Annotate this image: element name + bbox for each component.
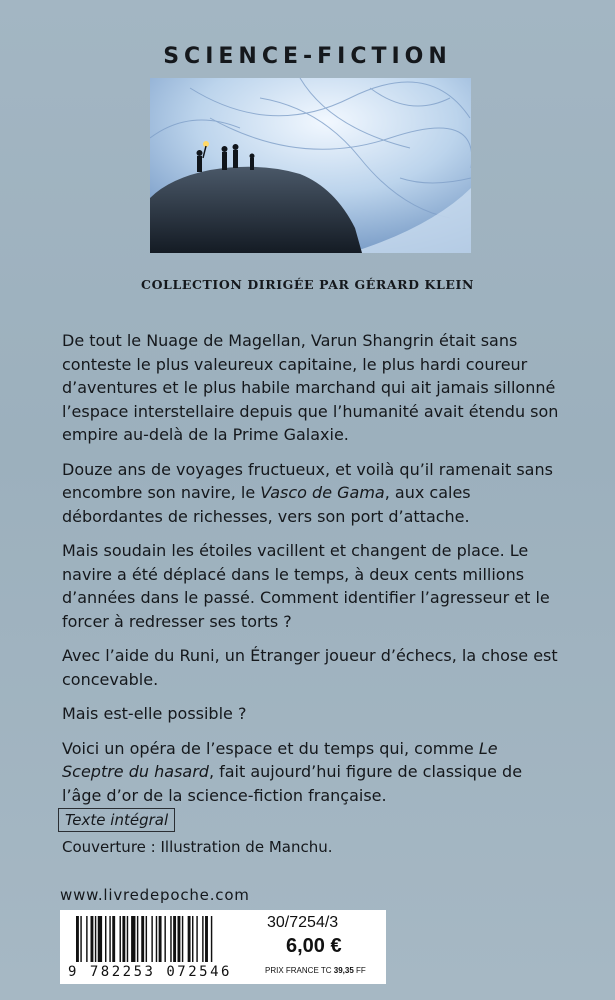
barcode-bar xyxy=(141,916,144,962)
blurb-paragraph xyxy=(62,458,562,529)
barcode-icon xyxy=(76,916,252,962)
price: 6,00 € xyxy=(286,935,342,957)
blurb-paragraph xyxy=(62,737,562,808)
barcode-block xyxy=(60,910,386,984)
series-title: SCIENCE-FICTION xyxy=(163,44,452,69)
blurb-text-segment: Voici un opéra de l’espace et du temps qui, comme xyxy=(62,738,479,758)
barcode-bar xyxy=(120,916,121,962)
isbn-digits: 9 782253 072546 xyxy=(68,964,232,980)
blurb-text-segment: , fait aujourd’hui figure de classique de l’âge d’or de la science-fiction française. xyxy=(62,762,523,805)
collection-editor-line: COLLECTION DIRIGÉE PAR GÉRARD KLEIN xyxy=(141,277,474,292)
barcode-bar xyxy=(122,916,125,962)
edition-label: Texte intégral xyxy=(58,808,175,832)
barcode-bar xyxy=(159,916,162,962)
barcode-bar xyxy=(80,916,81,962)
blurb-paragraph: Mais soudain les étoiles vacillent et changent de place. Le navire a été déplacé dans le temps, à deux cents millions d’années dans le passé. Comment identifier l’agresseur et le forcer à redresser ses torts ? xyxy=(62,541,550,631)
blurb-paragraph: Avec l’aide du Runi, un Étranger joueur d’échecs, la chose est concevable. xyxy=(62,646,558,689)
barcode-bar xyxy=(156,916,157,962)
price-franc-unit: FF xyxy=(356,966,366,975)
blurb-paragraph: De tout le Nuage de Magellan, Varun Shangrin était sans conteste le plus valeureux capitaine, le plus hardi coureur d’aventures et le plus habile marchand qui ait jamais sillonné l’espace interstellaire depuis que l’humanité avait étendu son empire au-delà de la Prime Galaxie. xyxy=(62,331,559,444)
barcode-bar xyxy=(188,916,191,962)
barcode-bar xyxy=(182,916,183,962)
barcode-bar xyxy=(151,916,152,962)
barcode-bar xyxy=(178,916,181,962)
barcode-bar xyxy=(170,916,171,962)
barcode-bar xyxy=(196,916,197,962)
website-url: www.livredepoche.com xyxy=(60,886,250,904)
barcode-bar xyxy=(164,916,165,962)
barcode-bar xyxy=(91,916,94,962)
blurb-text-segment: Douze ans de voyages fructueux, et voilà qu’il ramenait sans encombre son navire, le xyxy=(62,459,553,502)
barcode-bar xyxy=(86,916,87,962)
price-franc-value: 39,35 xyxy=(333,966,354,975)
barcode-bar xyxy=(202,916,203,962)
barcode-bar xyxy=(192,916,193,962)
barcode-bar xyxy=(109,916,110,962)
book-title-reference: Le Sceptre du hasard xyxy=(62,738,498,781)
barcode-bar xyxy=(146,916,147,962)
barcode-bar xyxy=(127,916,128,962)
barcode-bar xyxy=(173,916,176,962)
barcode-bar xyxy=(205,916,208,962)
blurb-paragraph: Mais est-elle possible ? xyxy=(62,704,247,723)
barcode-bar xyxy=(211,916,212,962)
barcode-bar xyxy=(105,916,106,962)
space-explorers-on-rock-illustration xyxy=(150,78,471,253)
blurb-text-segment: , aux cales débordantes de richesses, vers son port d’attache. xyxy=(62,483,471,526)
barcode-bar xyxy=(137,916,138,962)
price-franc-line xyxy=(265,966,366,975)
ship-name: Vasco de Gama xyxy=(260,483,385,502)
barcode-bar xyxy=(76,916,79,962)
barcode-bar xyxy=(98,916,102,962)
blurb-text xyxy=(62,329,562,818)
illustration-svg xyxy=(150,78,471,253)
cover-credit: Couverture : Illustration de Manchu. xyxy=(62,838,333,856)
barcode-bar xyxy=(131,916,135,962)
barcode-bar xyxy=(112,916,115,962)
price-franc-label: PRIX FRANCE TC xyxy=(265,966,332,975)
stock-code: 30/7254/3 xyxy=(267,914,339,931)
barcode-bar xyxy=(95,916,96,962)
